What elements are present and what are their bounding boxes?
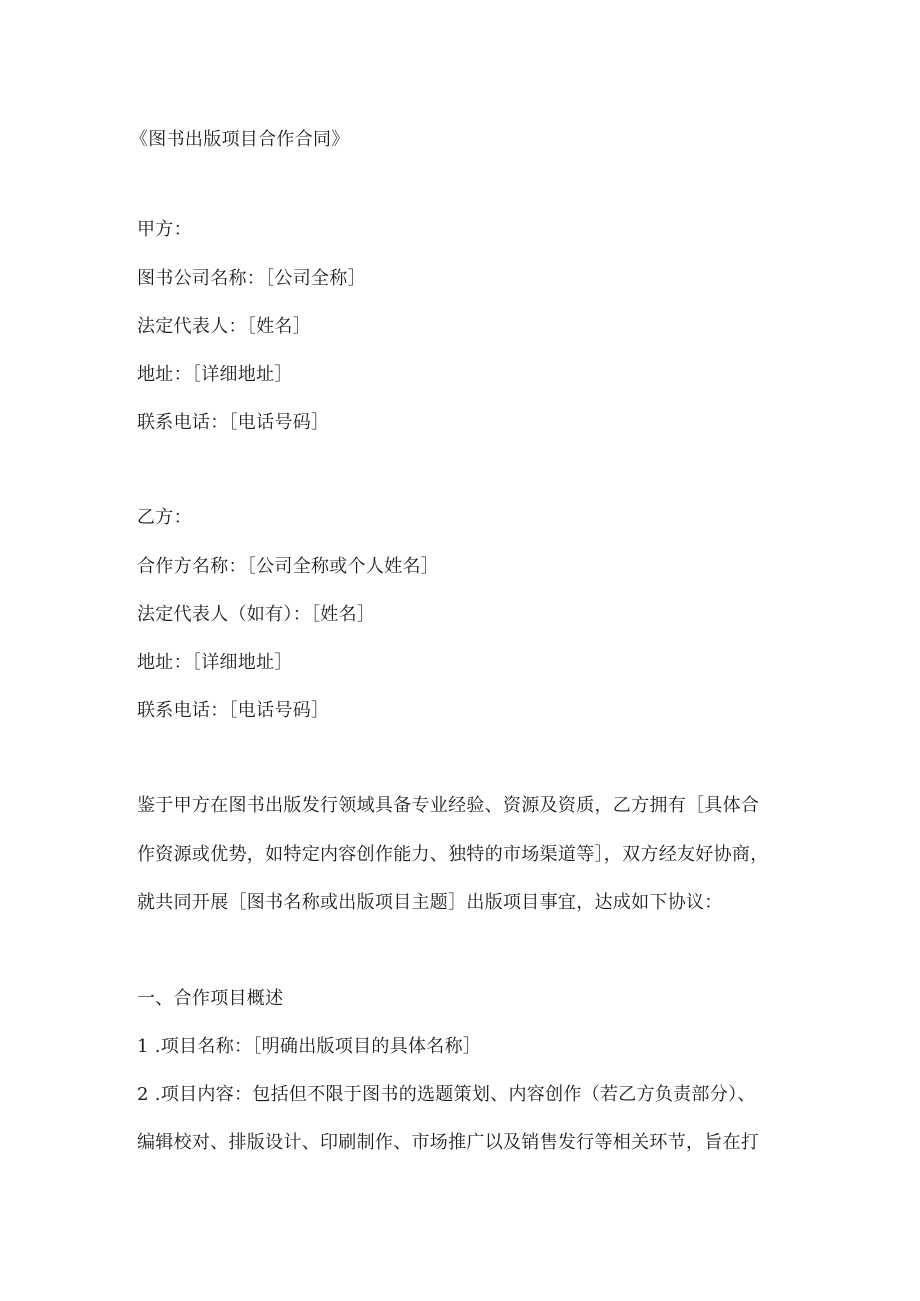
party-b-address: 地址：［详细地址］ (137, 652, 293, 673)
party-b-heading: 乙方： (137, 507, 192, 528)
preamble-line: 就共同开展［图书名称或出版项目主题］出版项目事宜，达成如下协议： (137, 892, 723, 913)
section-1-item-2-line: 2 .项目内容：包括但不限于图书的选题策划、内容创作（若乙方负责部分）、 (137, 1084, 756, 1105)
document-title: 《图书出版项目合作合同》 (130, 129, 350, 150)
section-1-item-2-line: 编辑校对、排版设计、印刷制作、市场推广以及销售发行等相关环节，旨在打 (137, 1132, 760, 1153)
party-b-representative: 法定代表人（如有）：［姓名］ (137, 604, 376, 625)
party-a-phone: 联系电话：［电话号码］ (137, 412, 330, 433)
party-b-phone: 联系电话：［电话号码］ (137, 700, 330, 721)
section-1-item-1: 1 .项目名称：［明确出版项目的具体名称］ (137, 1036, 482, 1057)
party-a-representative: 法定代表人：［姓名］ (137, 316, 311, 337)
preamble-line: 鉴于甲方在图书出版发行领域具备专业经验、资源及资质，乙方拥有［具体合 (137, 795, 760, 816)
party-a-company: 图书公司名称：［公司全称］ (137, 268, 366, 289)
preamble-line: 作资源或优势，如特定内容创作能力、独特的市场渠道等］，双方经友好协商， (137, 844, 769, 865)
party-a-heading: 甲方： (137, 219, 192, 240)
section-1-heading: 一、合作项目概述 (137, 988, 284, 1009)
party-b-company: 合作方名称：［公司全称或个人姓名］ (137, 556, 440, 577)
party-a-address: 地址：［详细地址］ (137, 364, 293, 385)
